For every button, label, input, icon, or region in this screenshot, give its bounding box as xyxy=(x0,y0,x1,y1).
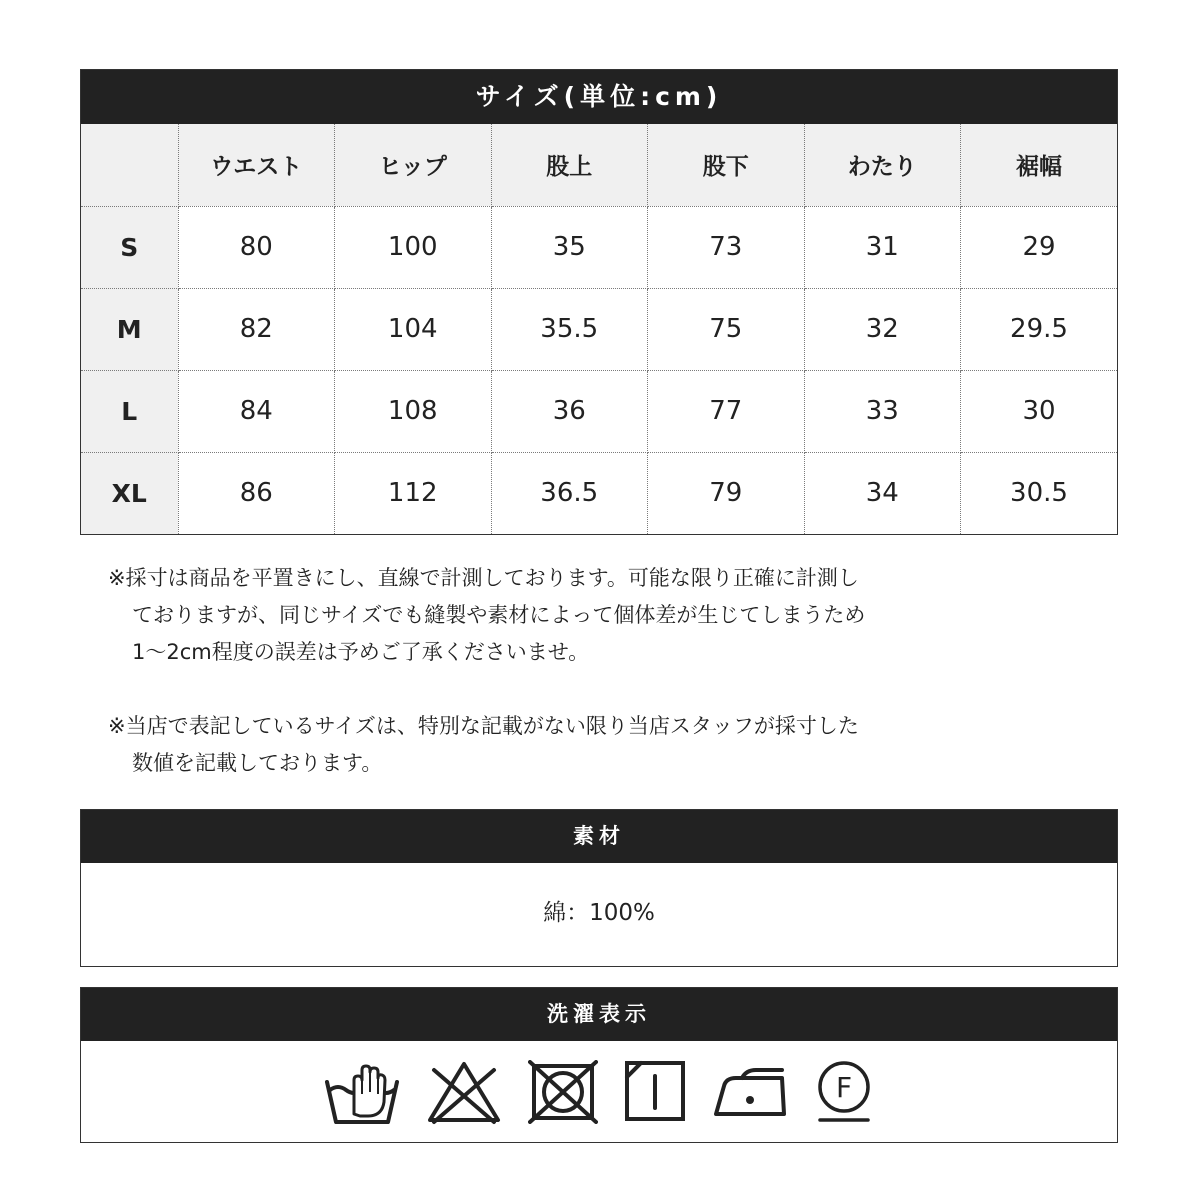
table-cell: 84 xyxy=(178,370,335,452)
table-cell: 108 xyxy=(335,370,492,452)
size-table xyxy=(81,124,1117,534)
table-cell: 86 xyxy=(178,452,335,534)
table-cell: 82 xyxy=(178,288,335,370)
size-label: M xyxy=(81,288,178,370)
table-cell: 80 xyxy=(178,206,335,288)
no-tumble-dry-icon xyxy=(528,1060,598,1124)
header-thigh: わたり xyxy=(804,124,961,206)
table-cell: 29 xyxy=(961,206,1118,288)
size-label: L xyxy=(81,370,178,452)
table-cell: 29.5 xyxy=(961,288,1118,370)
size-table-header-row xyxy=(81,124,1117,206)
note-spacer xyxy=(108,671,988,708)
header-corner-cell xyxy=(81,124,178,206)
table-row xyxy=(81,206,1117,288)
note-text: ※採寸は商品を平置きにし、直線で計測しております。可能な限り正確に計測し xyxy=(108,566,859,590)
note-text: ※当店で表記しているサイズは、特別な記載がない限り当店スタッフが採寸した xyxy=(108,714,859,738)
header-waist: ウエスト xyxy=(178,124,335,206)
care-label-section xyxy=(80,987,1118,1143)
table-cell: 36.5 xyxy=(491,452,648,534)
line-dry-shade-icon xyxy=(624,1060,686,1124)
measurement-notes xyxy=(108,560,988,782)
header-hip: ヒップ xyxy=(335,124,492,206)
hand-wash-icon xyxy=(324,1058,400,1126)
table-cell: 100 xyxy=(335,206,492,288)
care-label-title: 洗濯表示 xyxy=(81,988,1117,1041)
table-cell: 36 xyxy=(491,370,648,452)
header-rise: 股上 xyxy=(491,124,648,206)
table-row xyxy=(81,288,1117,370)
table-cell: 32 xyxy=(804,288,961,370)
dry-clean-f-icon xyxy=(814,1059,874,1125)
table-cell: 35 xyxy=(491,206,648,288)
svg-text:F: F xyxy=(835,1070,853,1104)
table-cell: 79 xyxy=(648,452,805,534)
table-cell: 31 xyxy=(804,206,961,288)
material-title: 素材 xyxy=(81,810,1117,863)
header-inseam: 股下 xyxy=(648,124,805,206)
header-hem-width: 裾幅 xyxy=(961,124,1118,206)
table-cell: 35.5 xyxy=(491,288,648,370)
table-cell: 30.5 xyxy=(1010,478,1068,509)
iron-low-icon xyxy=(712,1064,788,1120)
size-label: S xyxy=(81,206,178,288)
size-table-section xyxy=(80,69,1118,535)
table-cell: 30 xyxy=(961,370,1118,452)
size-table-title: サイズ(単位:cm) xyxy=(81,70,1117,124)
material-text: 綿：100% xyxy=(543,900,655,926)
table-cell: 75 xyxy=(648,288,805,370)
material-section xyxy=(80,809,1118,967)
care-icons-row xyxy=(81,1041,1117,1142)
note-text: ておりますが、同じサイズでも縫製や素材によって個体差が生じてしまうため xyxy=(132,603,866,627)
note-text: 1〜2cm程度の誤差は予めご了承くださいませ。 xyxy=(132,640,590,664)
table-cell: 33 xyxy=(804,370,961,452)
table-cell: 77 xyxy=(648,370,805,452)
table-row xyxy=(81,370,1117,452)
table-cell: 73 xyxy=(648,206,805,288)
size-label: XL xyxy=(81,452,178,534)
table-cell: 112 xyxy=(335,452,492,534)
no-bleach-icon xyxy=(426,1058,502,1126)
table-cell: 104 xyxy=(335,288,492,370)
note-text: 数値を記載しております。 xyxy=(132,751,383,775)
table-row xyxy=(81,452,1117,534)
table-cell: 34 xyxy=(804,452,961,534)
